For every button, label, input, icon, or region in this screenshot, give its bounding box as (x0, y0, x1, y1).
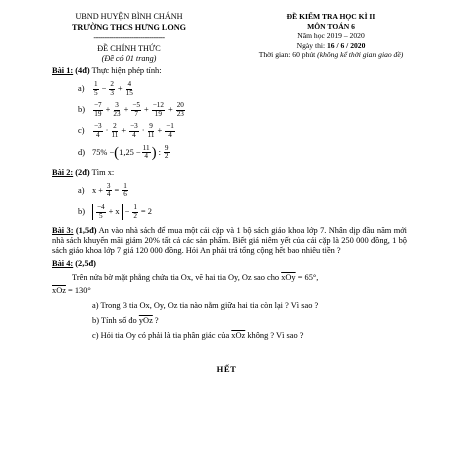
fraction (93, 81, 99, 97)
operator: + (108, 207, 114, 217)
denominator: 4 (132, 130, 136, 139)
q4b-post: ? (152, 316, 159, 326)
exam-body (52, 62, 407, 341)
duration-prefix: Thời gian: 60 phút (258, 50, 318, 60)
question-2-prompt: Tìm x: (91, 167, 115, 177)
paren-close: ) (151, 144, 157, 161)
fraction (126, 81, 133, 97)
item-tag: a) (78, 185, 85, 195)
denominator: 4 (168, 130, 172, 139)
numerator: −3 (94, 122, 102, 131)
denominator: 4 (96, 130, 100, 139)
q1-item-d (78, 145, 407, 161)
denominator: 2 (164, 152, 169, 161)
numerator: −12 (152, 101, 164, 110)
denominator: 23 (113, 109, 121, 118)
numerator: 2 (113, 122, 117, 131)
question-2-title (52, 168, 407, 178)
angle-xoz-ref: $\overline{xOz}$ (231, 331, 246, 341)
q1-item-a (78, 81, 407, 97)
exam-date-prefix: Ngày thi: (296, 40, 327, 50)
item-tag: c) (78, 126, 85, 136)
operator: + (121, 126, 127, 136)
denominator: 6 (123, 190, 127, 199)
q4c-post: không ? Vì sao ? (245, 331, 304, 341)
question-4-title (52, 259, 407, 269)
expr-text: 1,25 − (119, 147, 141, 157)
question-1-points: (4đ) (75, 66, 90, 75)
denominator: 5 (99, 211, 103, 220)
fraction (165, 123, 175, 139)
numerator: −1 (166, 122, 174, 131)
denominator: 19 (94, 109, 102, 118)
question-4-points: (2,5đ) (75, 259, 96, 269)
fraction (122, 183, 128, 199)
duration-note: (không kể thời gian giao đề) (317, 50, 404, 60)
equals: = 2 (140, 207, 152, 217)
denominator: 19 (154, 109, 162, 118)
fraction (176, 102, 185, 118)
denominator: 7 (134, 109, 138, 118)
question-3 (52, 226, 407, 256)
numerator: −5 (132, 101, 140, 110)
question-4-label: Bài 4: (52, 259, 74, 269)
q4b-text: b) Tính số đo (92, 316, 139, 326)
angle-xoy-value: = 65°, (295, 273, 319, 283)
item-tag: b) (78, 207, 85, 217)
numerator: 1 (133, 202, 137, 211)
numerator: 20 (176, 101, 184, 110)
end-marker: HẾT (216, 364, 237, 374)
exam-date (236, 41, 426, 51)
denominator: 23 (176, 109, 184, 118)
page-count-note: (Đề có 01 trang) (101, 54, 157, 63)
operator: · (105, 126, 109, 136)
school-year: Năm học 2019 – 2020 (297, 31, 365, 41)
numerator: 1 (94, 80, 98, 88)
operator: + (98, 185, 103, 195)
angle-yoz: $\overline{yOz}$ (138, 316, 153, 326)
school-name: TRƯỜNG THCS HƯNG LONG (71, 22, 187, 32)
district-name: UBND HUYỆN BÌNH CHÁNH (75, 12, 183, 21)
denominator: 2 (133, 211, 137, 220)
operator: − (101, 84, 107, 94)
intro-text: Trên nửa bờ mặt phẳng chứa tia Ox, vẽ hai tia Oy, Oz sao cho (72, 273, 282, 283)
denominator: 11 (111, 130, 119, 139)
fraction (109, 81, 115, 97)
operator: + (157, 126, 163, 136)
variable-x: x (115, 207, 120, 217)
fraction (164, 145, 170, 161)
official-label: ĐỀ CHÍNH THỨC (97, 43, 161, 53)
numerator: 2 (110, 80, 114, 88)
question-4c (92, 331, 407, 341)
question-3-text: An vào nhà sách để mua một cái cặp và 1 bộ sách giáo khoa lớp 7. Nhân dịp đầu năm mới nhà sách khuyến mãi giảm 20% tất cả các sản phẩm. Biết giá niêm yết của cái cặp là 250 000 đồng, 1 bộ sách giáo khoa lớp 7 giá 120 000 đồng. Hỏi An phải trả tổng cộng hết bao nhiêu tiền ? (52, 226, 407, 256)
operator: − (124, 207, 130, 217)
denominator: 11 (147, 130, 155, 139)
equals: = (114, 185, 120, 195)
numerator: 3 (115, 101, 119, 110)
angle-xoz-value: = 130° (65, 286, 91, 296)
exam-duration (236, 50, 426, 60)
operator: · (141, 126, 145, 136)
fraction (93, 123, 103, 139)
exam-title: ĐỀ KIỂM TRA HỌC KÌ II (286, 12, 376, 21)
fraction (132, 204, 138, 220)
denominator: 15 (125, 88, 133, 97)
question-1-title (52, 66, 407, 76)
header-right (236, 12, 426, 60)
fraction (148, 123, 155, 139)
question-1-label: Bài 1: (52, 66, 74, 75)
header-left (44, 12, 214, 65)
item-tag: d) (78, 147, 85, 157)
numerator: 11 (142, 143, 150, 152)
operator: + (123, 105, 129, 115)
numerator: 1 (123, 181, 127, 190)
question-4b (92, 316, 407, 326)
fraction (142, 145, 151, 161)
question-1-prompt: Thực hiện phép tính: (91, 66, 162, 75)
fraction (111, 123, 118, 139)
variable-x: x (92, 185, 97, 195)
item-tag: b) (78, 105, 85, 115)
angle-xoz: $\overline{xOz}$ (52, 286, 66, 296)
numerator: 9 (149, 122, 153, 131)
denominator: 5 (94, 88, 98, 97)
fraction (131, 102, 141, 118)
numerator: 3 (106, 181, 111, 190)
subject-name: MÔN TOÁN 6 (307, 21, 355, 31)
fraction (152, 102, 165, 118)
divider-dashes: -------------------------------- (93, 33, 165, 42)
operator: : (158, 147, 161, 157)
expr-text: 75% − (92, 147, 115, 157)
question-3-label: Bài 3: (52, 226, 74, 236)
operator: + (143, 105, 149, 115)
operator: + (167, 105, 173, 115)
q1-item-b (78, 102, 407, 118)
fraction (113, 102, 120, 118)
question-2-points: (2đ) (75, 167, 90, 177)
numerator: −7 (94, 101, 102, 110)
denominator: 4 (106, 190, 111, 199)
angle-xoy: $\overline{xOy}$ (281, 273, 296, 283)
question-4 (52, 259, 407, 341)
numerator: −3 (130, 122, 138, 131)
q4c-text: c) Hỏi tia Oy có phải là tia phân giác của (92, 331, 232, 341)
numerator: 4 (127, 80, 132, 88)
fraction (93, 102, 103, 118)
question-3-paragraph (52, 226, 407, 256)
question-4-intro (72, 273, 407, 283)
absolute-value (92, 204, 123, 220)
operator: + (117, 84, 123, 94)
fraction (129, 123, 139, 139)
exam-date-value: 16 / 6 / 2020 (326, 40, 366, 50)
question-4a: a) Trong 3 tia Ox, Oy, Oz tia nào nằm giữa hai tia còn lại ? Vì sao ? (92, 301, 319, 311)
question-2-label: Bài 2: (52, 167, 74, 177)
numerator: −4 (97, 202, 105, 211)
fraction (96, 204, 106, 220)
question-4-intro-2 (52, 286, 407, 296)
q2-item-b (78, 204, 407, 220)
denominator: 4 (144, 152, 148, 161)
operator: + (105, 105, 111, 115)
item-tag: a) (78, 84, 85, 94)
question-3-points: (1,5đ) (75, 226, 97, 236)
numerator: 9 (164, 143, 169, 152)
q1-item-c (78, 123, 407, 139)
q2-item-a (78, 183, 407, 199)
denominator: 3 (110, 88, 114, 97)
paren-open: ( (114, 144, 120, 161)
fraction (106, 183, 112, 199)
